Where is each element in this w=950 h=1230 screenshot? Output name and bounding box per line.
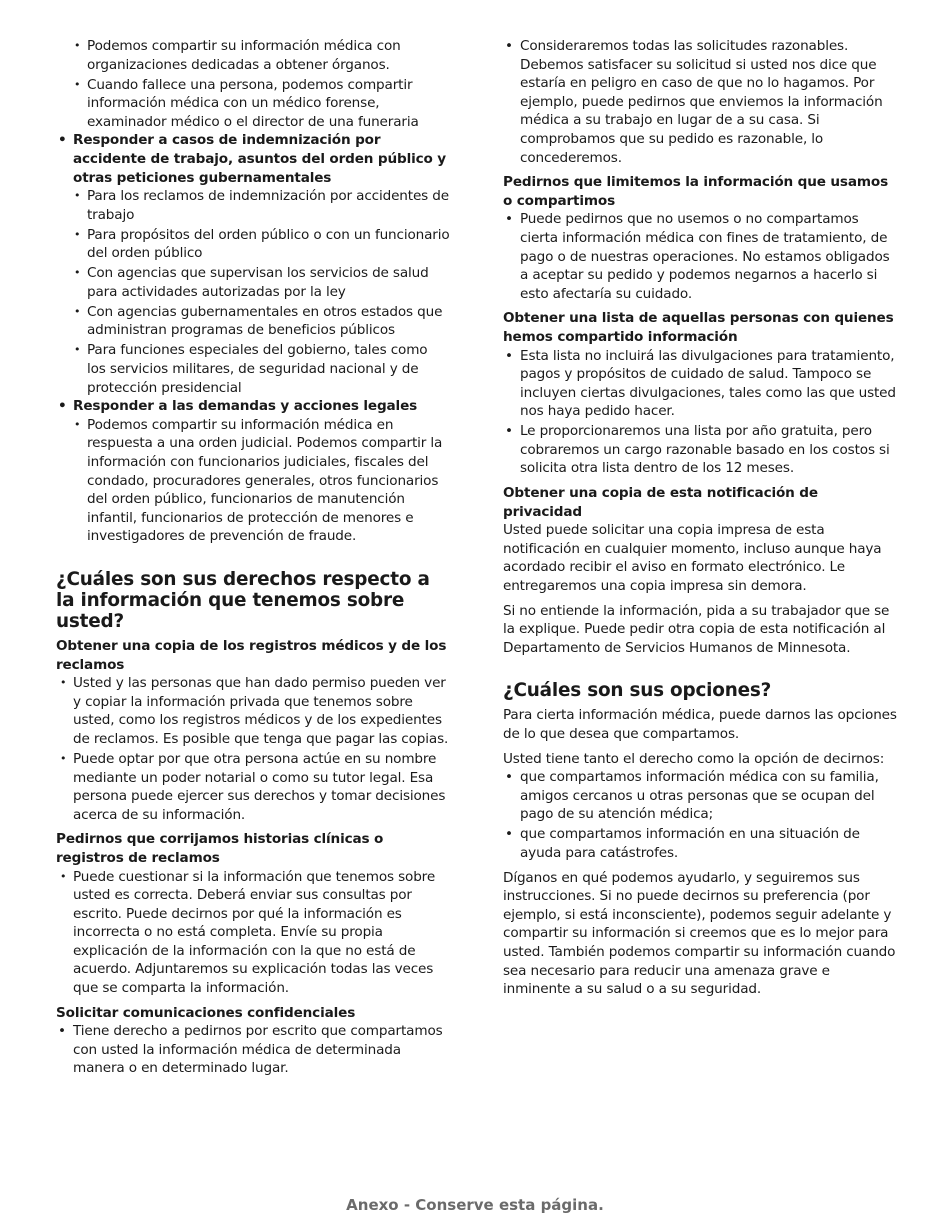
requests-list (503, 37, 898, 167)
list-item: • Puede cuestionar si la información que tenemos sobre usted es correcta. Deberá enviar sus consultas por escrito. Puede decirnos por qué la información es incorrecta o no está completa. Envíe su propia explicación de la información con la que no está de acuerdo. Adjuntaremos su explicación todas las veces que se comparta la información. (56, 868, 450, 998)
limit-list (503, 210, 898, 303)
list-item: • Puede optar por que otra persona actúe en su nombre mediante un poder notarial o como su tutor legal. Esa persona puede ejercer sus derechos y tomar decisiones acerca de su información. (56, 750, 450, 824)
page-footer: Anexo - Conserve esta página. (346, 1196, 604, 1214)
options-title: ¿Cuáles son sus opciones? (503, 680, 772, 702)
list-item: • Consideraremos todas las solicitudes razonables. Debemos satisfacer su solicitud si usted nos dice que estaría en peligro en caso de que no lo hagamos. Por ejemplo, puede pedirnos que enviemos la información médica a su trabajo en lugar de a su casa. Si comprobamos que su pedido es razonable, lo concederemos. (503, 37, 898, 167)
notice-copy-paragraph: Si no entiende la información, pida a su trabajador que se la explique. Puede pedir otra copia de esta notificación al Departamento de Servicios Humanos de Minnesota. (503, 602, 890, 656)
rights-title: ¿Cuáles son sus derechos respecto a la información que tenemos sobre usted? (56, 568, 430, 632)
options-list (503, 768, 898, 862)
notice-copy-paragraph: Usted puede solicitar una copia impresa de esta notificación en cualquier momento, incluso aunque haya acordado recibir el aviso en formato electrónico. Le entregaremos una copia impresa sin demora. (503, 522, 882, 595)
confidential-list (56, 1022, 450, 1078)
list-item: • Para funciones especiales del gobierno, tales como los servicios militares, de seguridad nacional y de protección presidencial (56, 341, 450, 397)
list-item: • Podemos compartir su información médica con organizaciones dedicadas a obtener órganos. (56, 37, 450, 74)
list-item: • Para propósitos del orden público o con un funcionario del orden público (56, 226, 450, 263)
correct-records-heading: Pedirnos que corrijamos historias clínicas o registros de reclamos (56, 831, 384, 866)
notice-copy-heading: Obtener una copia de esta notificación de privacidad (503, 485, 818, 520)
list-item: • que compartamos información médica con su familia, amigos cercanos u otras personas que se ocupan del pago de su atención médica; (503, 768, 898, 824)
lawsuits-section (56, 397, 450, 416)
copy-records-list (56, 674, 450, 824)
list-item: • Usted y las personas que han dado permiso pueden ver y copiar la información privada que tenemos sobre usted, como los registros médicos y de los expedientes de reclamos. Es posible que tenga que pagar las copias. (56, 674, 450, 748)
workers-comp-section (56, 131, 450, 187)
lawsuits-heading: • Responder a las demandas y acciones legales (56, 397, 450, 416)
list-item: • Cuando fallece una persona, podemos compartir información médica con un médico forense, examinador médico o el director de una funeraria (56, 76, 450, 132)
organ-list (56, 37, 450, 131)
options-intro: Usted tiene tanto el derecho como la opción de decirnos: (503, 750, 885, 767)
list-item: • que compartamos información en una situación de ayuda para catástrofes. (503, 825, 898, 862)
list-item: • Con agencias gubernamentales en otros estados que administran programas de beneficios públicos (56, 303, 450, 340)
right-column (503, 37, 898, 1005)
copy-records-heading: Obtener una copia de los registros médicos y de los reclamos (56, 637, 447, 673)
disclosure-list (503, 347, 898, 479)
list-item: • Podemos compartir su información médica en respuesta a una orden judicial. Podemos compartir la información con funcionarios judiciales, fiscales del condado, procuradores generales, otros funcionarios del orden público, funcionarios de manutención infantil, funcionarios de protección de menores e investigadores de prevención de fraude. (56, 416, 450, 546)
workers-comp-list (56, 187, 450, 397)
limit-heading: Pedirnos que limitemos la información que usamos o compartimos (503, 174, 889, 209)
options-closing: Díganos en qué podemos ayudarlo, y seguiremos sus instrucciones. Si no puede decirnos su preferencia (por ejemplo, si está inconsciente), podemos seguir adelante y compartir su información si creemos que es lo mejor para usted. También podemos compartir su información cuando sea necesario para reducir una amenaza grave e inminente a su salud o a su seguridad. (503, 869, 896, 998)
list-item: • Puede pedirnos que no usemos o no compartamos cierta información médica con fines de tratamiento, de pago o de nuestras operaciones. No estamos obligados a aceptar su pedido y podemos negarnos a hacerlo si esto afectaría su cuidado. (503, 210, 898, 303)
list-item: • Tiene derecho a pedirnos por escrito que compartamos con usted la información médica de determinada manera o en determinado lugar. (56, 1022, 450, 1078)
workers-comp-heading: • Responder a casos de indemnización por accidente de trabajo, asuntos del orden público y otras peticiones gubernamentales (56, 131, 450, 187)
list-item: • Para los reclamos de indemnización por accidentes de trabajo (56, 187, 450, 224)
list-item: • Con agencias que supervisan los servicios de salud para actividades autorizadas por la ley (56, 264, 450, 301)
lawsuits-list (56, 416, 450, 546)
correct-records-list (56, 868, 450, 998)
confidential-heading: Solicitar comunicaciones confidenciales (56, 1004, 356, 1021)
disclosure-list-heading: Obtener una lista de aquellas personas con quienes hemos compartido información (503, 310, 894, 345)
options-intro: Para cierta información médica, puede darnos las opciones de lo que desea que compartamos. (503, 707, 897, 742)
list-item: • Le proporcionaremos una lista por año gratuita, pero cobraremos un cargo razonable basado en los costos si solicita otra lista dentro de los 12 meses. (503, 422, 898, 478)
left-column (56, 37, 450, 1078)
list-item: • Esta lista no incluirá las divulgaciones para tratamiento, pagos y propósitos de cuidado de salud. Tampoco se incluyen ciertas divulgaciones, tales como las que usted nos haya pedido hacer. (503, 347, 898, 421)
